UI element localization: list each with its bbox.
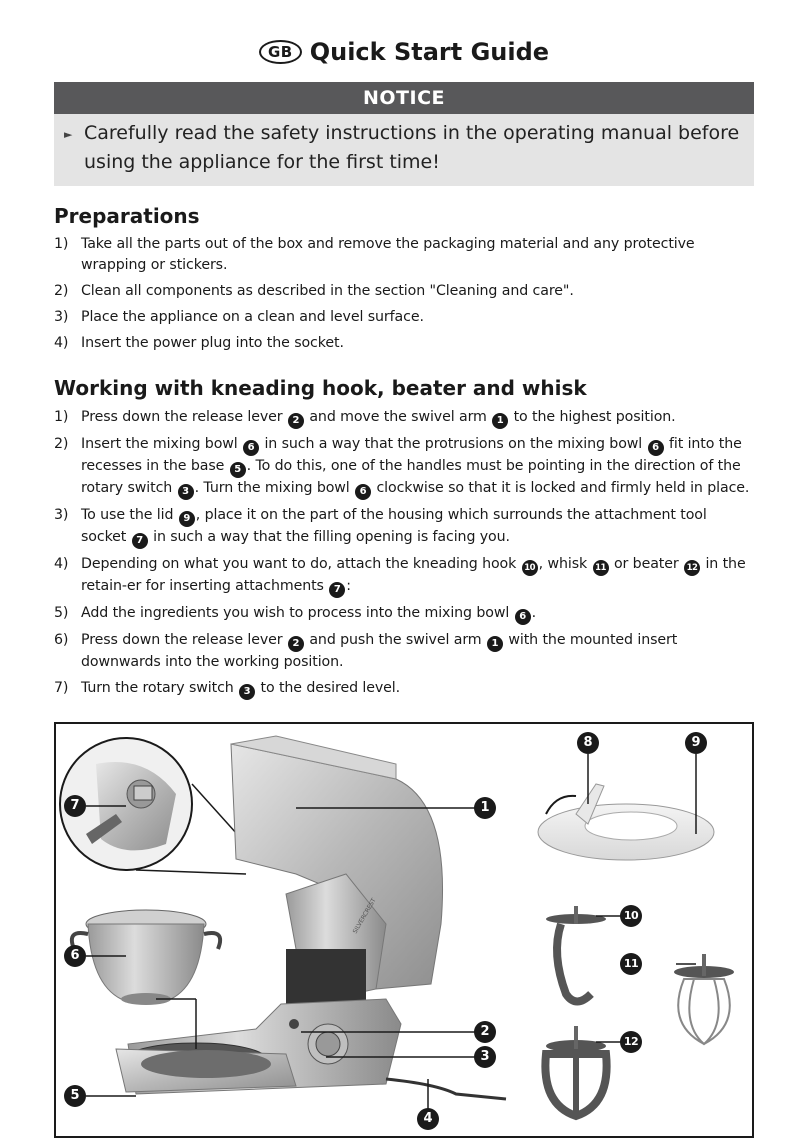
item-text — [81, 680, 400, 696]
item-number: 4) — [54, 335, 69, 351]
working-heading: Working with kneading hook, beater and whisk — [54, 376, 587, 400]
item-number: 7) — [54, 680, 69, 696]
text-segment: with the mounted insert downwards into the working position. — [81, 632, 678, 670]
item-number: 3) — [54, 309, 69, 325]
part-number-badge: 3 — [239, 684, 255, 700]
callout-8: 8 — [577, 732, 599, 754]
text-segment: Turn the rotary switch — [81, 680, 239, 696]
text-segment: , whisk — [538, 556, 592, 572]
appliance-figure — [54, 722, 754, 1138]
part-number-badge: 1 — [492, 413, 508, 429]
list-item — [54, 234, 754, 276]
part-number-badge: 6 — [355, 484, 371, 500]
page-title — [0, 34, 808, 70]
item-number: 6) — [54, 632, 69, 648]
brand-label: SILVERCREST — [351, 897, 378, 935]
callout-10: 10 — [620, 905, 642, 927]
working-list — [54, 407, 754, 705]
list-item — [54, 678, 754, 700]
text-segment: in such a way that the filling opening is facing you. — [148, 529, 510, 545]
text-segment: . Turn the mixing bowl — [194, 480, 355, 496]
text-segment: Add the ingredients you wish to process into the mixing bowl — [81, 605, 514, 621]
list-item — [54, 603, 754, 625]
text-segment: To use the lid — [81, 507, 178, 523]
language-badge: GB — [259, 40, 302, 64]
item-number: 4) — [54, 556, 69, 572]
part-number-badge: 2 — [288, 413, 304, 429]
text-segment: : — [346, 578, 351, 594]
text-segment: , place it on the part of the housing which surrounds the attachment tool socket — [81, 507, 707, 545]
item-number: 1) — [54, 236, 69, 252]
list-item — [54, 505, 754, 549]
list-item — [54, 554, 754, 598]
text-segment: . — [531, 605, 537, 621]
part-number-badge: 2 — [288, 636, 304, 652]
item-text — [81, 556, 746, 594]
list-item — [54, 434, 754, 500]
part-number-badge: 7 — [132, 533, 148, 549]
text-segment: in such a way that the protrusions on the mixing bowl — [260, 436, 647, 452]
callout-4: 4 — [417, 1108, 439, 1130]
whisk — [674, 954, 734, 1044]
item-text — [81, 507, 707, 545]
text-segment: and push the swivel arm — [304, 632, 486, 648]
part-number-badge: 5 — [230, 462, 246, 478]
text-segment: to the desired level. — [256, 680, 401, 696]
callout-1: 1 — [474, 797, 496, 819]
part-number-badge: 9 — [179, 511, 195, 527]
item-text — [81, 605, 536, 621]
mixing-bowl — [72, 910, 220, 1049]
text-segment: to the highest position. — [509, 409, 676, 425]
part-number-badge: 1 — [487, 636, 503, 652]
item-text: Place the appliance on a clean and level surface. — [81, 309, 424, 325]
item-number: 5) — [54, 605, 69, 621]
text-segment: Insert the mixing bowl — [81, 436, 243, 452]
beater — [545, 1026, 606, 1116]
callout-6: 6 — [64, 945, 86, 967]
text-segment: fit into the recesses in the base — [81, 436, 742, 474]
callout-2: 2 — [474, 1021, 496, 1043]
list-item — [54, 333, 754, 354]
callout-5: 5 — [64, 1085, 86, 1107]
part-number-badge: 11 — [593, 560, 609, 576]
part-number-badge: 6 — [648, 440, 664, 456]
text-segment: Depending on what you want to do, attach the kneading hook — [81, 556, 521, 572]
arrow-right-icon: ► — [64, 128, 73, 141]
item-text: Clean all components as described in the section "Cleaning and care". — [81, 283, 574, 299]
text-segment: . To do this, one of the handles must be pointing in the direction of the rotary switch — [81, 458, 741, 496]
item-text: Take all the parts out of the box and remove the packaging material and any protective wrapping or stickers. — [81, 236, 695, 273]
notice-heading: NOTICE — [54, 82, 754, 114]
list-item — [54, 307, 754, 328]
lid — [538, 784, 714, 860]
part-number-badge: 7 — [329, 582, 345, 598]
list-item — [54, 407, 754, 429]
figure-drawing — [56, 724, 752, 1136]
item-number: 2) — [54, 283, 69, 299]
title-text: Quick Start Guide — [309, 38, 550, 66]
list-item — [54, 281, 754, 302]
callout-11: 11 — [620, 953, 642, 975]
preparations-heading: Preparations — [54, 204, 200, 228]
item-number: 1) — [54, 409, 69, 425]
preparations-list — [54, 234, 754, 359]
text-segment: Press down the release lever — [81, 409, 287, 425]
kneading-hook — [546, 906, 606, 1002]
text-segment: or beater — [609, 556, 684, 572]
list-item — [54, 630, 754, 673]
item-text — [81, 436, 749, 496]
callout-7: 7 — [64, 795, 86, 817]
item-text — [81, 632, 677, 670]
notice-box — [54, 114, 754, 186]
callout-3: 3 — [474, 1046, 496, 1068]
part-number-badge: 6 — [515, 609, 531, 625]
text-segment: in the retain-er for inserting attachments — [81, 556, 746, 594]
item-text: Insert the power plug into the socket. — [81, 335, 344, 351]
item-text — [81, 409, 676, 425]
text-segment: Press down the release lever — [81, 632, 287, 648]
part-number-badge: 10 — [522, 560, 538, 576]
notice-text: Carefully read the safety instructions in the operating manual before using the appliance for the first time! — [84, 122, 740, 173]
text-segment: and move the swivel arm — [304, 409, 492, 425]
part-number-badge: 3 — [178, 484, 194, 500]
item-number: 2) — [54, 436, 69, 452]
callout-12: 12 — [620, 1031, 642, 1053]
part-number-badge: 12 — [684, 560, 700, 576]
item-number: 3) — [54, 507, 69, 523]
text-segment: clockwise so that it is locked and firmly held in place. — [372, 480, 750, 496]
part-number-badge: 6 — [243, 440, 259, 456]
callout-9: 9 — [685, 732, 707, 754]
